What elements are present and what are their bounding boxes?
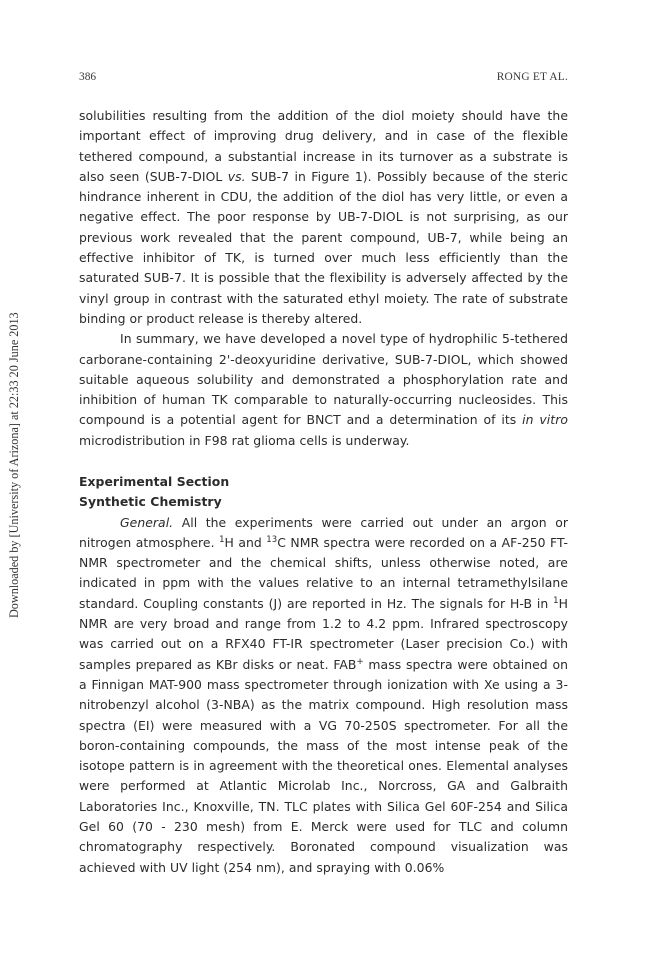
download-watermark: Downloaded by [University of Arizona] at 22:33 20 June 2013	[7, 312, 21, 618]
paragraph-summary	[79, 329, 568, 451]
section-title: Experimental Section	[79, 474, 230, 489]
paragraph-text: H NMR are very broad and range from 1.2 to 4.2 ppm. Infrared spectroscopy was carried out on a RFX40 FT-IR spectrometer (Laser precision Co.) with samples prepared as KBr disks or neat. FAB	[79, 595, 568, 672]
running-head: RONG ET AL.	[496, 71, 568, 83]
paragraph-text: All the experiments were carried out under an argon or nitrogen atmosphere.	[79, 514, 568, 550]
paragraph-discussion	[79, 106, 568, 329]
superscript: 1	[219, 534, 225, 545]
italic-in-vitro: in vitro	[522, 412, 568, 428]
superscript: +	[356, 656, 364, 667]
body-experimental	[79, 472, 568, 878]
subsection-title: Synthetic Chemistry	[79, 494, 222, 510]
paragraph-text: microdistribution in F98 rat glioma cells is underway.	[79, 432, 410, 448]
superscript: 13	[266, 534, 278, 545]
paragraph-text: H and	[224, 534, 267, 550]
paragraph-text: In summary, we have developed a novel type of hydrophilic 5-tethered carborane-containing 2'-deoxyuridine derivative, SUB-7-DIOL, which showed suitable aqueous solubility and demonstrated a phosphorylation rate and inhibition of human TK comparable to naturally-occurring nucleosides. This compound is a potential agent for BNCT and a determination of its	[79, 331, 568, 428]
paragraph-text: SUB-7 in Figure 1). Possibly because of the steric hindrance inherent in CDU, the addition of the diol has very little, or even a negative effect. The poor response by UB-7-DIOL is not surprising, as our previous work revealed that the parent compound, UB-7, while being an effective inhibitor of TK, is turned over much less efficiently than the saturated SUB-7. It is possible that the flexibility is adversely affected by the vinyl group in contrast with the saturated ethyl moiety. The rate of substrate binding or product release is thereby altered.	[79, 168, 568, 326]
superscript: 1	[553, 595, 559, 606]
page-header	[79, 71, 568, 87]
body-top	[79, 106, 568, 451]
paragraph-general	[79, 513, 568, 878]
paragraph-text: solubilities resulting from the addition of the diol moiety should have the important effect of improving drug delivery, and in case of the flexible tethered compound, a substantial increase in its turnover as a substrate is also seen (SUB-7-DIOL	[79, 108, 568, 184]
paragraph-text: mass spectra were obtained on a Finnigan MAT-900 mass spectrometer through ionization with Xe using a 3-nitrobenzyl alcohol (3-NBA) as the matrix compound. High resolution mass spectra (EI) were measured with a VG 70-250S spectrometer. For all the boron-containing compounds, the mass of the most intense peak of the isotope pattern is in agreement with the theoretical ones. Elemental analyses were performed at Atlantic Microlab Inc., Norcross, GA and Galbraith Laboratories Inc., Knoxville, TN. TLC plates with Silica Gel 60F-254 and Silica Gel 60 (70 - 230 mesh) from E. Merck were used for TLC and column chromatography respectively. Boronated compound visualization was achieved with UV light (254 nm), and spraying with 0.06%	[79, 656, 568, 875]
italic-vs: vs.	[227, 168, 246, 184]
paragraph-text: C NMR spectra were recorded on a AF-250 FT-NMR spectrometer and the chemical shifts, unless otherwise noted, are indicated in ppm with the values relative to an internal tetramethylsilane standard. Coupling constants (J) are reported in Hz. The signals for H-B in	[79, 534, 569, 611]
page-number: 386	[79, 71, 97, 83]
italic-general: General.	[120, 514, 174, 530]
